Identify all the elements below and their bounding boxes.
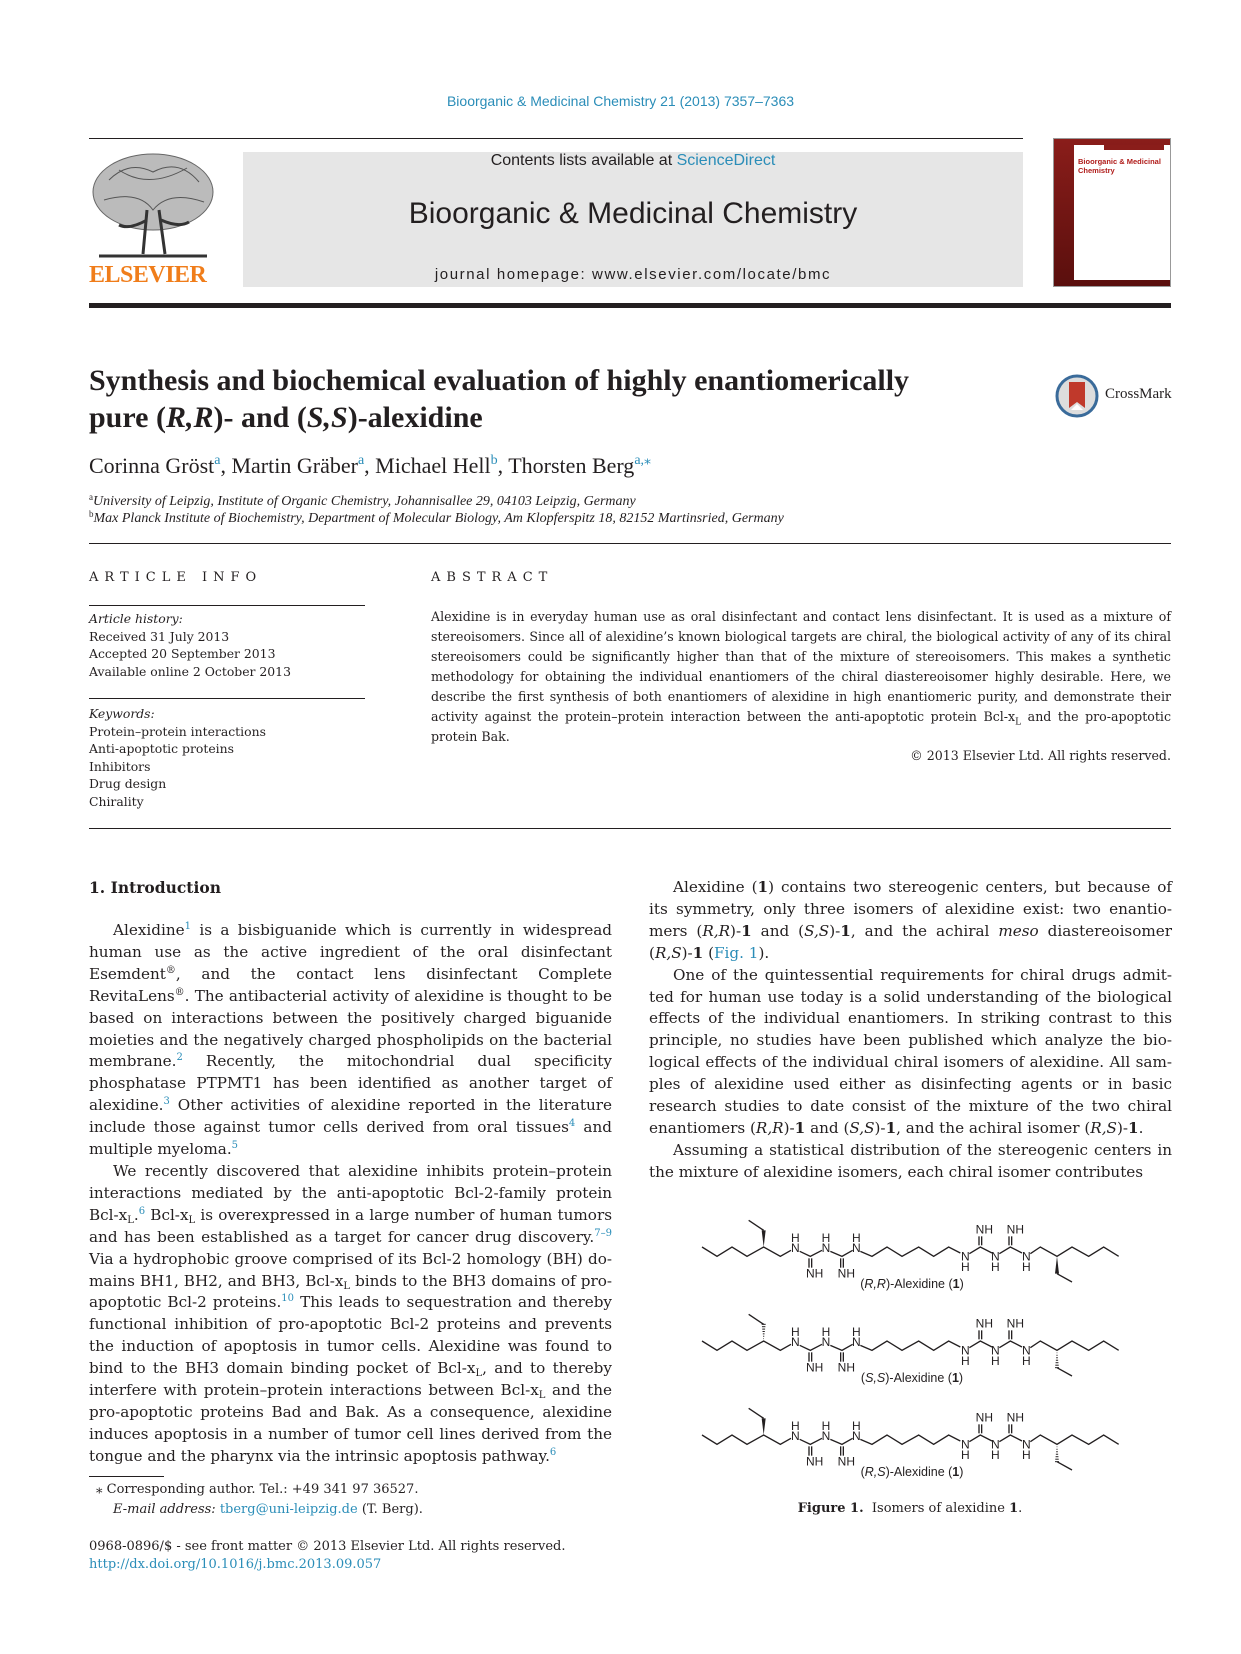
left-column bbox=[89, 920, 612, 1468]
text-run: Other activities of alexidine reported in the literature include those against tumor cells derived from oral tissues bbox=[89, 1096, 612, 1137]
label-part: 1 bbox=[952, 1277, 960, 1291]
structure-label bbox=[697, 1371, 1127, 1385]
bond bbox=[969, 1435, 992, 1442]
bond bbox=[1030, 1435, 1118, 1444]
label-part: ) bbox=[959, 1277, 964, 1291]
label-part: 1 bbox=[952, 1465, 960, 1479]
atom-label: H bbox=[990, 1354, 1000, 1368]
atom-label: N bbox=[851, 1335, 861, 1349]
bond bbox=[1030, 1341, 1118, 1350]
crossmark-label: CrossMark bbox=[1105, 386, 1172, 402]
atom-label: H bbox=[1021, 1448, 1031, 1462]
bond bbox=[800, 1344, 822, 1350]
label-part: )-Alexidine ( bbox=[885, 1277, 953, 1291]
atom-label: N bbox=[960, 1437, 970, 1452]
crossmark-button[interactable] bbox=[1055, 374, 1175, 418]
atom-label: H bbox=[790, 1325, 800, 1339]
article-info-heading: ARTICLE INFO bbox=[89, 570, 263, 585]
bond bbox=[702, 1247, 791, 1256]
text-run: and multiple myeloma. bbox=[89, 1118, 612, 1159]
history-label: Article history: bbox=[89, 611, 183, 626]
email-label: E-mail address: bbox=[113, 1502, 220, 1517]
author-name[interactable]: Martin Gräber bbox=[231, 453, 358, 478]
text-run: One of the quintessential requirements for chiral drugs admitted for human use today is a solid understanding of the biological effects of the individual enantiomers. In striking contrast to this principle, no studies have been published which analyze the biological effects of the individual chiral isomers of alexidine. All samples of alexidine used either as disinfecting agents or in basic research studies to date consist of the mixture of the two chiral enantiomers ( bbox=[649, 965, 1172, 1137]
atom-label: H bbox=[821, 1325, 831, 1339]
label-part: )-Alexidine ( bbox=[885, 1465, 953, 1479]
atom-label: H bbox=[960, 1448, 970, 1462]
abstract-body: and the pro-apoptotic protein Bak. bbox=[431, 709, 1171, 744]
citation-ref[interactable]: 5 bbox=[231, 1140, 239, 1152]
text-run: This leads to sequestration and thereby functional inhibition of pro-apoptotic Bcl-2 proteins and prevents the induction of apoptosis in tumor cells. Alexidine was found to bind to the BH3 domain binding pocket of Bcl-x bbox=[89, 1293, 613, 1378]
text-run: . The antibacterial activity of alexidine is thought to be based on interactions between the positively charged biguanide moieties and the negatively charged phospholipids on the bacterial membrane. bbox=[89, 986, 612, 1071]
atom-label: N bbox=[1021, 1437, 1031, 1452]
atom-label: H bbox=[990, 1448, 1000, 1462]
bond bbox=[1030, 1247, 1118, 1256]
author-separator: , bbox=[497, 453, 509, 478]
bond bbox=[860, 1435, 960, 1444]
atom-label: NH bbox=[837, 1360, 856, 1375]
citation-ref[interactable]: 7–9 bbox=[594, 1227, 612, 1239]
atom-label: NH bbox=[805, 1360, 824, 1375]
atom-label: N bbox=[990, 1249, 1000, 1264]
author-name[interactable]: Thorsten Berg bbox=[508, 453, 635, 478]
compound-number: 1 bbox=[794, 1118, 806, 1137]
text-run: ( bbox=[703, 943, 715, 962]
author-affiliation-mark[interactable]: a bbox=[357, 453, 365, 468]
paragraph bbox=[649, 877, 1172, 965]
bond bbox=[830, 1250, 852, 1256]
bond bbox=[860, 1247, 960, 1256]
subscript: L bbox=[127, 1214, 134, 1226]
atom-label: H bbox=[1021, 1260, 1031, 1274]
author-name[interactable]: Corinna Gröst bbox=[89, 453, 215, 478]
atom-label: N bbox=[790, 1335, 800, 1349]
atom-label: H bbox=[960, 1354, 970, 1368]
text-run: is a bisbiguanide which is currently in widespread human use as the active ingredient of the oral disinfectant Esemdent bbox=[89, 921, 612, 983]
text-run: . bbox=[1138, 1118, 1144, 1137]
label-part: R,S bbox=[864, 1465, 886, 1479]
header-thick-divider bbox=[89, 303, 1171, 308]
atom-label: N bbox=[790, 1429, 800, 1443]
divider bbox=[89, 543, 1171, 544]
author-separator: , bbox=[220, 453, 232, 478]
citation-ref[interactable]: 6 bbox=[549, 1446, 557, 1458]
atom-label: H bbox=[851, 1419, 861, 1433]
bond bbox=[702, 1435, 791, 1444]
title-text: )- and ( bbox=[213, 401, 307, 434]
italic-text: R,R bbox=[755, 1118, 784, 1137]
affiliation-a bbox=[89, 494, 636, 510]
keyword: Chirality bbox=[89, 793, 144, 809]
compound-number: 1 bbox=[885, 1118, 897, 1137]
atom-label: N bbox=[851, 1241, 861, 1255]
right-column bbox=[649, 877, 1172, 1184]
atom-label: H bbox=[960, 1260, 970, 1274]
atom-label: NH bbox=[805, 1454, 824, 1469]
text-run: . bbox=[133, 1205, 139, 1224]
affiliation-b bbox=[89, 511, 784, 527]
bond bbox=[999, 1435, 1022, 1442]
doi-url[interactable]: http://dx.doi.org/10.1016/j.bmc.2013.09.057 bbox=[89, 1557, 382, 1572]
bond bbox=[999, 1341, 1022, 1348]
label-part: )-Alexidine ( bbox=[885, 1371, 952, 1385]
italic-text: R,R bbox=[702, 921, 731, 940]
journal-homepage[interactable]: journal homepage: www.elsevier.com/locate/bmc bbox=[434, 266, 832, 283]
affiliation-text: University of Leipzig, Institute of Organic Chemistry, Johannisallee 29, 04103 Leipzig, Germany bbox=[93, 494, 636, 509]
paragraph bbox=[89, 920, 612, 1161]
bond bbox=[749, 1314, 764, 1324]
author-affiliation-mark[interactable]: a bbox=[214, 453, 221, 468]
text-run: )- bbox=[829, 921, 841, 940]
structure-label bbox=[697, 1277, 1127, 1291]
bond bbox=[800, 1438, 822, 1444]
italic-text: S,S bbox=[804, 921, 830, 940]
title-stereo: R,R bbox=[165, 401, 214, 434]
compound-number: 1 bbox=[1128, 1118, 1139, 1137]
bond bbox=[702, 1341, 791, 1350]
italic-text: S,S bbox=[849, 1118, 875, 1137]
text-run: Assuming a statistical distribution of the stereogenic centers in the mixture of alexidine isomers, each chiral isomer contributes bbox=[649, 1140, 1172, 1181]
top-divider bbox=[89, 138, 1023, 139]
subscript: L bbox=[1015, 717, 1022, 728]
divider bbox=[89, 605, 365, 606]
text-run: ). bbox=[758, 943, 770, 962]
figure-caption bbox=[649, 1501, 1171, 1516]
atom-label: H bbox=[990, 1260, 1000, 1274]
bond bbox=[830, 1438, 852, 1444]
article-history bbox=[89, 610, 365, 680]
text-run: ) contains two stereogenic centers, but because of its symmetry, only three isomers of alexidine exist: two enantiomers ( bbox=[649, 878, 1172, 940]
text-run: )- bbox=[1116, 1118, 1129, 1137]
citation-ref[interactable]: 10 bbox=[281, 1293, 295, 1305]
author-separator: , bbox=[364, 453, 376, 478]
bond bbox=[749, 1220, 764, 1230]
keyword: Drug design bbox=[89, 776, 167, 792]
text-run: is overexpressed in a large number of human tumors and has been established as a target for cancer drug discovery. bbox=[89, 1205, 612, 1246]
affiliation-key: a bbox=[89, 492, 93, 502]
atom-label: H bbox=[790, 1419, 800, 1433]
text-run: )- bbox=[874, 1118, 886, 1137]
contents-prefix: Contents lists available at bbox=[490, 152, 677, 169]
atom-label: H bbox=[851, 1325, 861, 1339]
atom-label: NH bbox=[975, 1316, 994, 1331]
text-run: )- bbox=[730, 921, 742, 940]
subscript: L bbox=[475, 1368, 483, 1380]
citation-ref[interactable]: 3 bbox=[163, 1096, 170, 1108]
title-text: pure ( bbox=[89, 401, 166, 434]
compound-number: 1 bbox=[1009, 1501, 1019, 1516]
citation-ref[interactable]: 1 bbox=[184, 921, 191, 932]
atom-label: N bbox=[1021, 1249, 1031, 1264]
keyword: Inhibitors bbox=[89, 758, 151, 774]
affiliation-text: Max Planck Institute of Biochemistry, Department of Molecular Biology, Am Klopferspitz 18, 82152 Martinsried, Germany bbox=[93, 511, 784, 526]
atom-label: N bbox=[960, 1249, 970, 1264]
title-line-1: Synthesis and biochemical evaluation of highly enantiomerically bbox=[89, 364, 910, 397]
text-run: and ( bbox=[805, 1118, 850, 1137]
bond bbox=[800, 1250, 822, 1256]
journal-reference[interactable]: Bioorganic & Medicinal Chemistry 21 (2013) 7357–7363 bbox=[446, 93, 795, 109]
text-run: binds to the BH3 domains of pro-apoptotic Bcl-2 proteins. bbox=[89, 1271, 612, 1312]
text-run: , and the contact lens disinfectant Complete RevitaLens bbox=[89, 964, 612, 1005]
atom-label: NH bbox=[1006, 1222, 1025, 1237]
footnote-divider bbox=[89, 1476, 164, 1477]
bond bbox=[969, 1247, 992, 1254]
text-run: We recently discovered that alexidine inhibits protein–protein interactions mediated by the anti-apoptotic Bcl-2-family protein Bcl-x bbox=[89, 1161, 612, 1224]
doi-link[interactable] bbox=[89, 1557, 381, 1572]
italic-text: R,S bbox=[654, 943, 682, 962]
label-part: ) bbox=[959, 1465, 964, 1479]
sciencedirect-link[interactable]: ScienceDirect bbox=[676, 152, 776, 169]
registered-mark: ® bbox=[165, 964, 176, 976]
history-received: Received 31 July 2013 bbox=[89, 628, 230, 644]
text-run: Via a hydrophobic groove comprised of its Bcl-2 homology (BH) domains BH1, BH2, and BH3, Bcl-x bbox=[89, 1249, 612, 1290]
structure-label bbox=[697, 1465, 1127, 1479]
text-run: and the pro-apoptotic proteins Bad and Bak. As a consequence, alexidine induces apoptosis in a number of tumor cell lines derived from the tongue and the pharynx via the intrinsic apoptosis pathway. bbox=[89, 1381, 612, 1465]
caption-text: . bbox=[1018, 1501, 1023, 1516]
text-run: and ( bbox=[751, 921, 805, 940]
atom-label: N bbox=[990, 1343, 1000, 1358]
keyword: Anti-apoptotic proteins bbox=[89, 741, 234, 757]
author-name[interactable]: Michael Hell bbox=[375, 453, 491, 478]
subscript: L bbox=[343, 1280, 351, 1292]
keywords bbox=[89, 705, 365, 811]
atom-label: H bbox=[1021, 1354, 1031, 1368]
article-title bbox=[89, 362, 1019, 436]
paragraph bbox=[649, 965, 1172, 1140]
label-part: ) bbox=[958, 1371, 964, 1385]
atom-label: N bbox=[790, 1241, 800, 1255]
title-stereo: S,S bbox=[306, 401, 348, 434]
email-note bbox=[113, 1502, 423, 1517]
author-affiliation-mark[interactable]: a,⁎ bbox=[634, 453, 652, 468]
text-run: )- bbox=[681, 943, 693, 962]
history-accepted: Accepted 20 September 2013 bbox=[89, 646, 276, 662]
label-part: ( bbox=[860, 1277, 865, 1291]
label-part: S,S bbox=[865, 1371, 886, 1385]
italic-text: meso bbox=[998, 921, 1039, 940]
bond bbox=[749, 1408, 764, 1418]
italic-text: R,S bbox=[1090, 1118, 1117, 1137]
atom-label: NH bbox=[805, 1266, 824, 1281]
compound-number: 1 bbox=[692, 943, 704, 962]
atom-label: N bbox=[821, 1241, 831, 1255]
divider bbox=[89, 698, 365, 699]
section-heading-introduction: 1. Introduction bbox=[89, 878, 221, 897]
atom-label: NH bbox=[1006, 1410, 1025, 1425]
journal-title: Bioorganic & Medicinal Chemistry bbox=[408, 197, 858, 230]
registered-mark: ® bbox=[174, 986, 185, 998]
paragraph bbox=[89, 1161, 612, 1468]
bond bbox=[999, 1247, 1022, 1254]
email-suffix: (T. Berg). bbox=[357, 1502, 423, 1517]
label-part: ( bbox=[860, 1465, 865, 1479]
figure-link[interactable]: Fig. 1 bbox=[714, 943, 759, 962]
contents-line bbox=[243, 152, 1023, 170]
text-run: Alexidine ( bbox=[673, 878, 758, 896]
abstract-copyright: © 2013 Elsevier Ltd. All rights reserved. bbox=[910, 748, 1171, 763]
compound-number: 1 bbox=[757, 878, 769, 896]
atom-label: H bbox=[821, 1419, 831, 1433]
atom-label: N bbox=[990, 1437, 1000, 1452]
author-list bbox=[89, 453, 651, 479]
text-run: diastereoisomer ( bbox=[649, 921, 1173, 962]
atom-label: N bbox=[1021, 1343, 1031, 1358]
corresponding-author-note: ⁎ Corresponding author. Tel.: +49 341 97 36527. bbox=[96, 1482, 419, 1497]
atom-label: NH bbox=[975, 1222, 994, 1237]
atom-label: N bbox=[821, 1429, 831, 1443]
atom-label: NH bbox=[975, 1410, 994, 1425]
caption-text: Isomers of alexidine bbox=[863, 1501, 1010, 1516]
citation-ref[interactable]: 4 bbox=[568, 1118, 576, 1130]
title-text: )-alexidine bbox=[347, 401, 483, 434]
atom-label: N bbox=[821, 1335, 831, 1349]
bond bbox=[860, 1341, 960, 1350]
subscript: L bbox=[188, 1214, 196, 1226]
compound-number: 1 bbox=[741, 921, 752, 940]
text-run: )- bbox=[783, 1118, 795, 1137]
bond bbox=[830, 1344, 852, 1350]
text-run: , and the achiral isomer ( bbox=[896, 1118, 1091, 1137]
citation-ref[interactable]: 6 bbox=[138, 1205, 146, 1217]
subscript: L bbox=[538, 1390, 546, 1402]
atom-label: NH bbox=[1006, 1316, 1025, 1331]
atom-label: H bbox=[790, 1231, 800, 1245]
abstract-text bbox=[431, 607, 1171, 747]
issn-line: 0968-0896/$ - see front matter © 2013 Elsevier Ltd. All rights reserved. bbox=[89, 1539, 566, 1554]
paragraph bbox=[649, 1140, 1172, 1184]
keyword: Protein–protein interactions bbox=[89, 723, 266, 739]
bond bbox=[969, 1341, 992, 1348]
text-run: , and the achiral bbox=[850, 921, 999, 940]
atom-label: NH bbox=[837, 1454, 856, 1469]
label-part: ( bbox=[860, 1371, 866, 1385]
journal-cover-thumbnail[interactable] bbox=[1053, 138, 1171, 287]
text-run: Bcl-x bbox=[145, 1205, 189, 1224]
abstract-body: Alexidine is in everyday human use as oral disinfectant and contact lens disinfectant. It is used as a mixture of stereoisomers. Since all of alexidine’s known biological targets are chiral, the biological activity of any of its chiral stereoisomers could be significantly higher than that of the mixture of stereoisomers. This makes a synthetic methodology for obtaining the individual enantiomers of the chiral diastereoisomer highly desirable. Here, we describe the first synthesis of both enantiomers of alexidine in high enantiomeric purity, and demonstrate their activity against the protein–protein interaction between the anti-apoptotic protein Bcl-x bbox=[431, 609, 1171, 724]
elsevier-wordmark: ELSEVIER bbox=[89, 262, 207, 288]
text-run: , and to thereby interfere with protein–protein interactions between Bcl-x bbox=[89, 1359, 612, 1400]
caption-label: Figure 1. bbox=[797, 1501, 864, 1516]
atom-label: NH bbox=[837, 1266, 856, 1281]
divider bbox=[89, 828, 1171, 829]
text-run: Recently, the mitochondrial dual specificity phosphatase PTPMT1 has been identified as another target of alexidine. bbox=[89, 1052, 612, 1115]
label-part: R,R bbox=[864, 1277, 886, 1291]
email-link[interactable]: tberg@uni-leipzig.de bbox=[219, 1502, 358, 1517]
affiliation-key: b bbox=[89, 509, 94, 519]
text-run: Alexidine bbox=[113, 921, 185, 939]
atom-label: H bbox=[821, 1231, 831, 1245]
cover-title: Bioorganic & Medicinal Chemistry bbox=[1078, 157, 1161, 175]
title-line-2 bbox=[89, 399, 1019, 436]
atom-label: H bbox=[851, 1231, 861, 1245]
atom-label: N bbox=[851, 1429, 861, 1443]
compound-number: 1 bbox=[840, 921, 851, 940]
atom-label: N bbox=[960, 1343, 970, 1358]
abstract-heading: ABSTRACT bbox=[431, 570, 554, 585]
history-online: Available online 2 October 2013 bbox=[89, 663, 291, 679]
author-affiliation-mark[interactable]: b bbox=[490, 453, 498, 468]
citation-ref[interactable]: 2 bbox=[176, 1052, 183, 1064]
keywords-label: Keywords: bbox=[89, 706, 155, 721]
label-part: 1 bbox=[951, 1371, 959, 1385]
crossmark-icon bbox=[1055, 374, 1099, 418]
